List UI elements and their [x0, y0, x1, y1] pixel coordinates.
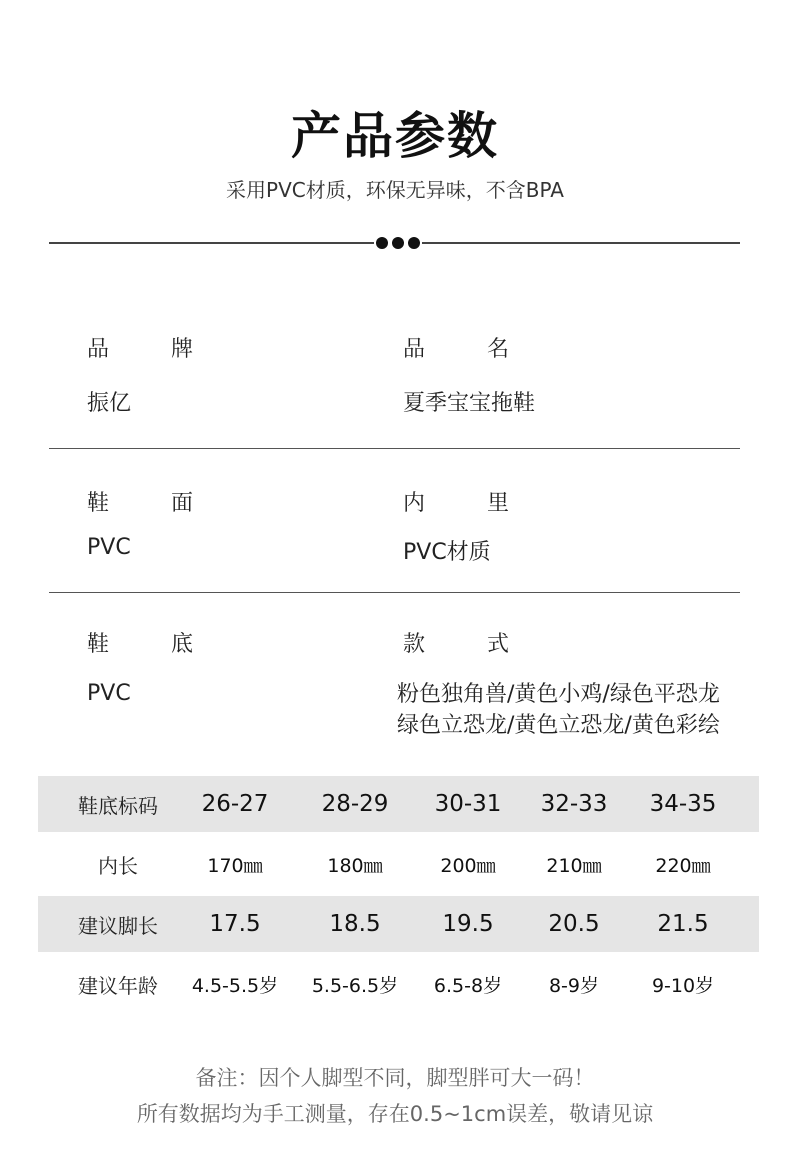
spec-label-char: 面: [171, 491, 194, 516]
spec-label-char: 内: [403, 491, 426, 516]
spec-label-char: 名: [487, 337, 510, 362]
table-cell: 18.5: [329, 911, 381, 937]
table-row: [38, 776, 759, 832]
spec-value-name: 夏季宝宝拖鞋: [403, 391, 536, 416]
table-cell: 19.5: [442, 911, 494, 937]
table-cell: 20.5: [548, 911, 600, 937]
divider-dots: [374, 236, 422, 250]
spec-label-char: 里: [487, 491, 510, 516]
table-cell: 21.5: [657, 911, 709, 937]
table-cell: 180㎜: [327, 854, 383, 877]
table-cell: 9-10岁: [651, 974, 715, 997]
spec-value-style: [397, 679, 720, 741]
table-cell: 200㎜: [440, 854, 496, 877]
spec-label-char: 底: [171, 632, 194, 657]
spec-value-style-line: 绿色立恐龙/黄色立恐龙/黄色彩绘: [397, 713, 720, 738]
table-row: [38, 832, 759, 896]
spec-value-upper: PVC: [87, 535, 131, 560]
page-subtitle: 采用PVC材质，环保无异味，不含BPA: [226, 178, 564, 202]
note-measurement: 所有数据均为手工测量，存在0.5~1cm误差，敬请见谅: [136, 1102, 654, 1126]
table-cell: 30-31: [434, 791, 502, 817]
spec-label-char: 鞋: [87, 632, 110, 657]
table-row: [38, 896, 759, 952]
spec-value-lining: PVC材质: [403, 540, 491, 565]
table-cell: 210㎜: [546, 854, 602, 877]
page-title: 产品参数: [291, 107, 499, 165]
table-cell: 34-35: [649, 791, 717, 817]
spec-label-char: 品: [87, 337, 110, 362]
table-cell: 32-33: [540, 791, 608, 817]
table-cell: 4.5-5.5岁: [191, 974, 279, 997]
table-row: [38, 952, 759, 1016]
spec-value-sole: PVC: [87, 681, 131, 706]
spec-divider: [49, 592, 740, 593]
spec-label-char: 款: [403, 632, 426, 657]
spec-label-char: 式: [487, 632, 510, 657]
spec-divider: [49, 448, 740, 449]
table-cell: 28-29: [321, 791, 389, 817]
divider-dot: [376, 237, 388, 249]
table-cell: 5.5-6.5岁: [311, 974, 399, 997]
table-cell: 26-27: [201, 791, 269, 817]
table-cell: 8-9岁: [548, 974, 600, 997]
table-cell: 6.5-8岁: [433, 974, 503, 997]
row-header: 鞋底标码: [78, 793, 158, 818]
note-fit: 备注：因个人脚型不同，脚型胖可大一码！: [195, 1066, 595, 1090]
row-header: 内长: [98, 853, 138, 878]
size-table: [38, 776, 759, 1016]
table-cell: 170㎜: [207, 854, 263, 877]
table-cell: 17.5: [209, 911, 261, 937]
table-cell: 220㎜: [655, 854, 711, 877]
divider-dot: [408, 237, 420, 249]
spec-label-char: 鞋: [87, 491, 110, 516]
spec-value-brand: 振亿: [87, 391, 132, 416]
spec-label-char: 品: [403, 337, 426, 362]
spec-value-style-line: 粉色独角兽/黄色小鸡/绿色平恐龙: [397, 682, 720, 707]
row-header: 建议年龄: [78, 973, 158, 998]
row-header: 建议脚长: [78, 913, 158, 938]
spec-label-char: 牌: [171, 337, 194, 362]
divider-dot: [392, 237, 404, 249]
